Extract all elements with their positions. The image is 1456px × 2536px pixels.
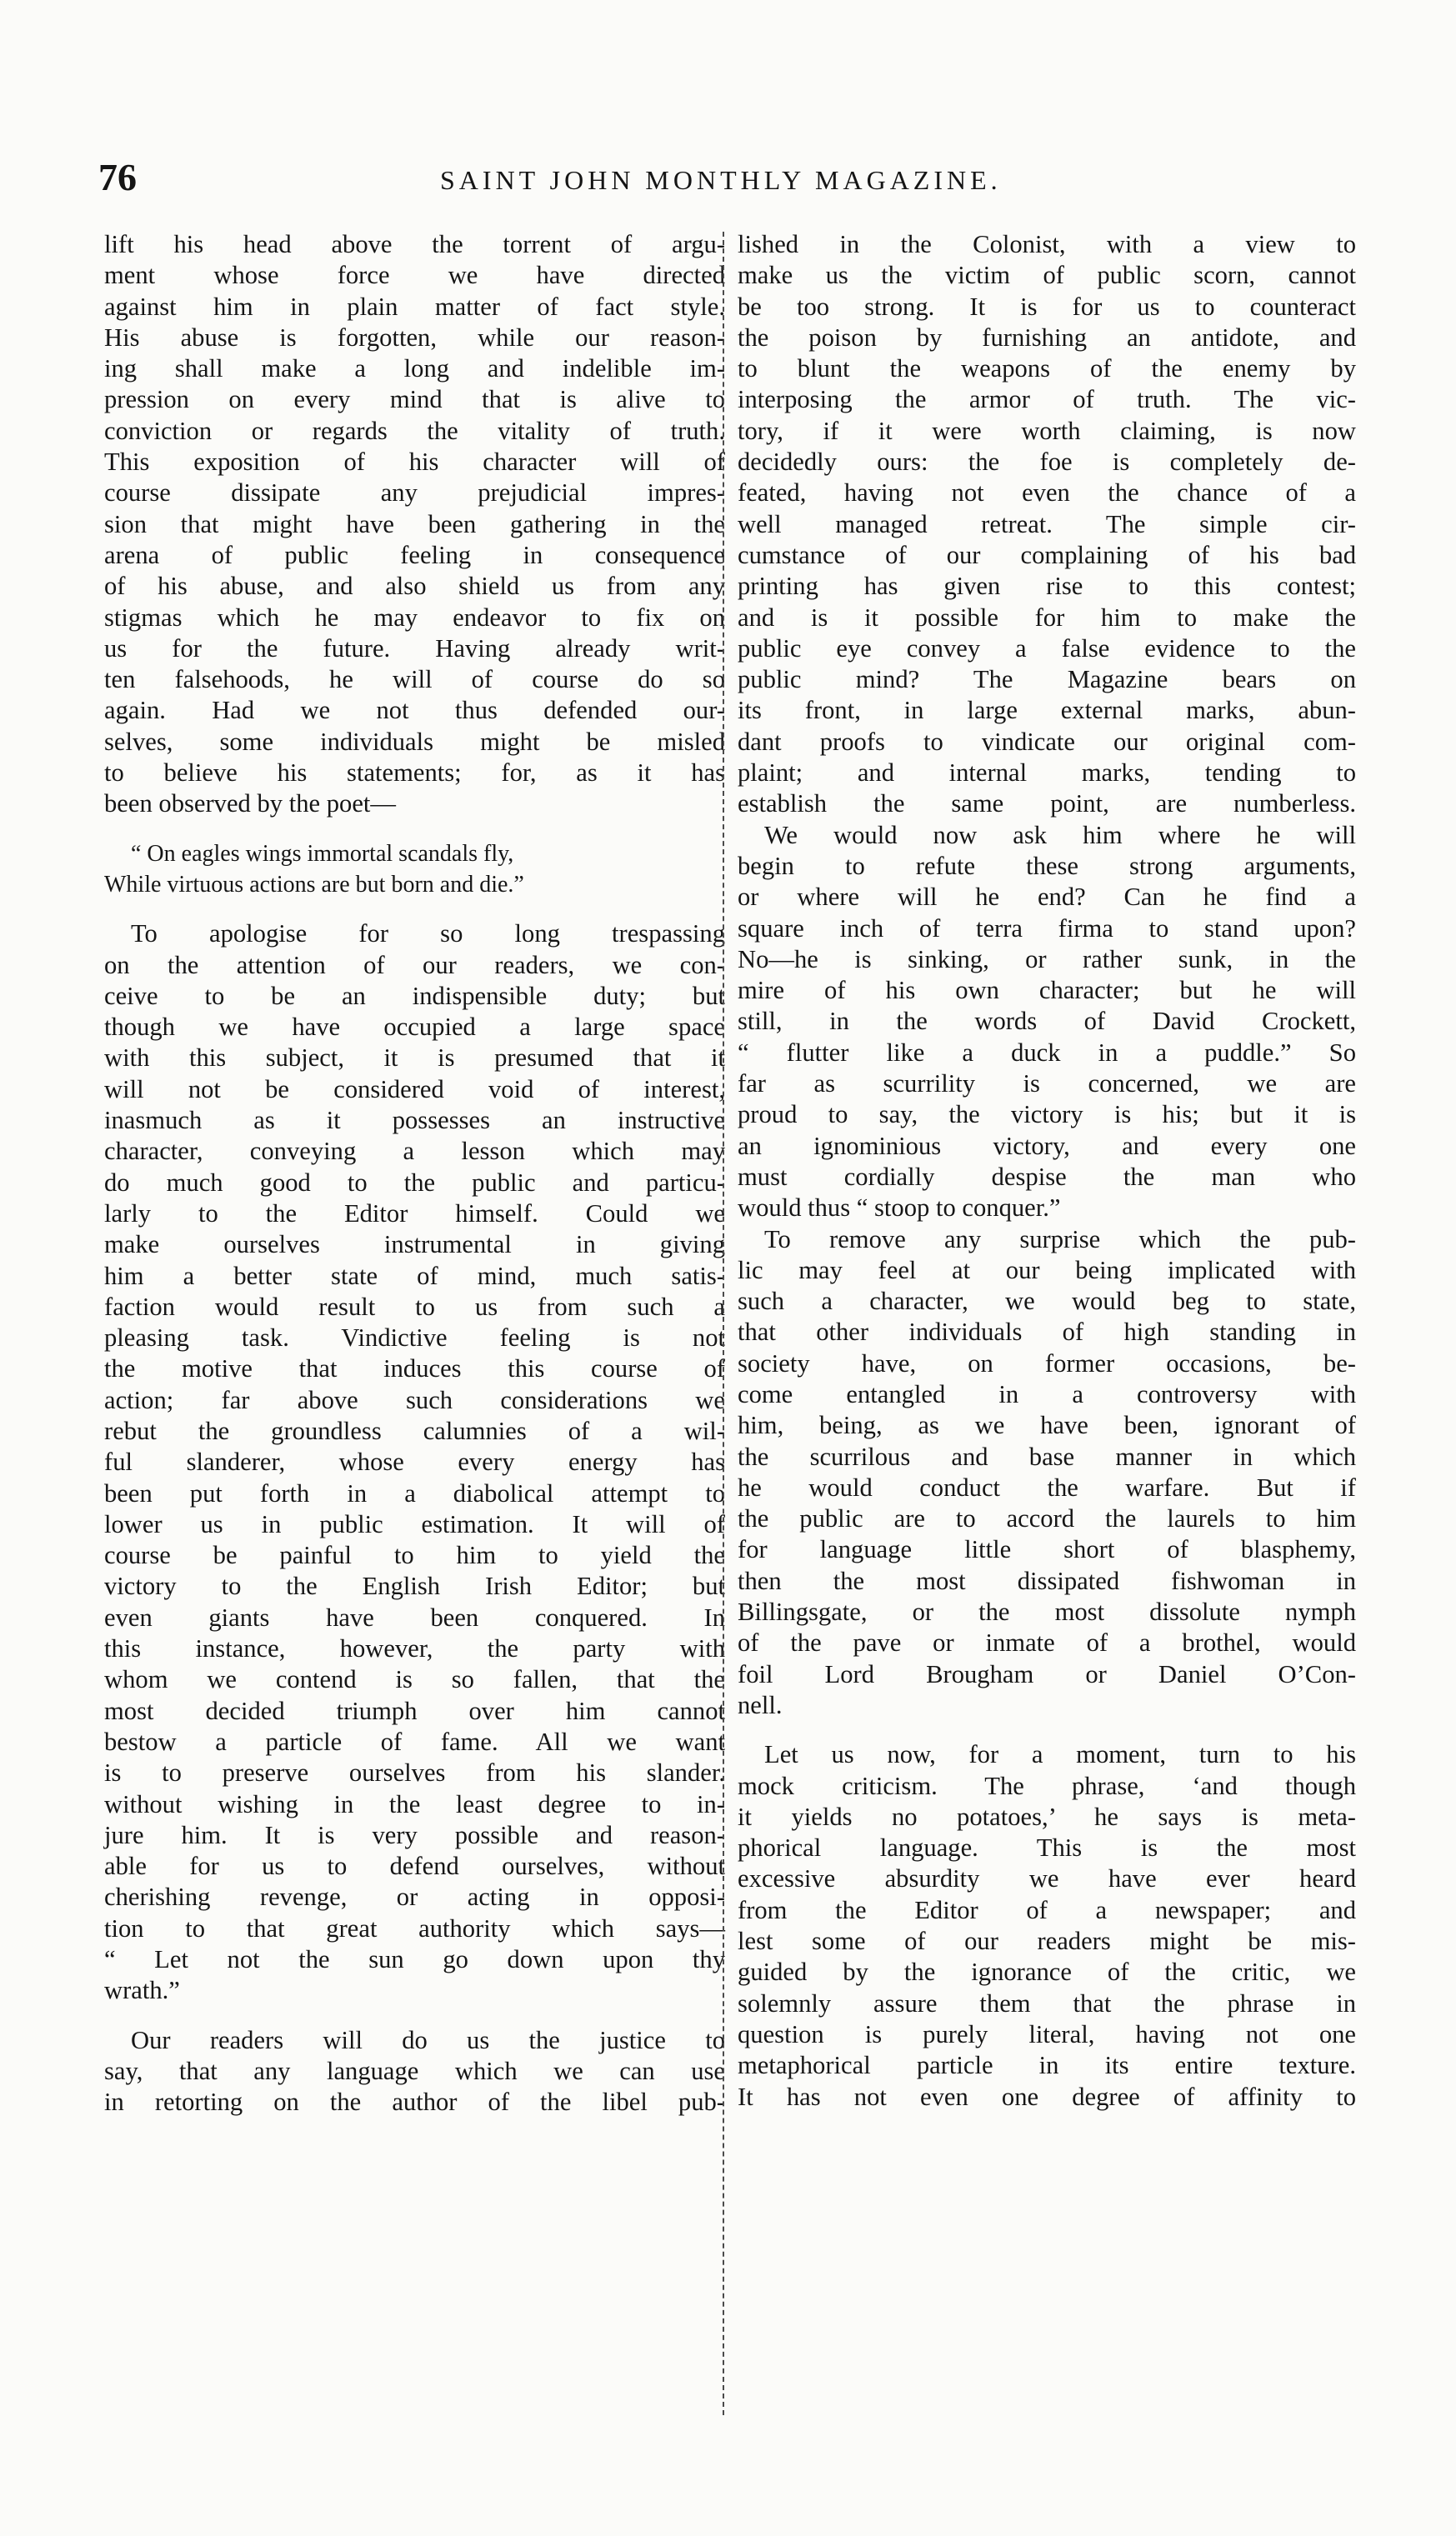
text-line: with this subject, it is presumed that it: [104, 1043, 725, 1073]
text-line: or where will he end? Can he find a: [738, 883, 1356, 912]
text-line: Billingsgate, or the most dissolute nymph: [738, 1598, 1356, 1627]
page-header: [98, 155, 1365, 205]
text-line: tion to that great authority which says—: [104, 1913, 725, 1943]
text-line: question is purely literal, having not one: [738, 2019, 1356, 2048]
text-line: His abuse is forgotten, while our reason-: [104, 323, 725, 352]
text-line: in retorting on the author of the libel pub-: [104, 2088, 725, 2117]
text-line: guided by the ignorance of the critic, we: [738, 1958, 1356, 1987]
text-line: printing has given rise to this contest;: [738, 572, 1356, 601]
text-line: society have, on former occasions, be-: [738, 1348, 1356, 1378]
text-line: ful slanderer, whose every energy has: [104, 1448, 725, 1477]
text-line: pression on every mind that is alive to: [104, 385, 725, 414]
text-line: then the most dissipated fishwoman in: [738, 1566, 1356, 1595]
text-line: ten falsehoods, he will of course do so: [104, 665, 725, 694]
text-line: metaphorical particle in its entire texture.: [738, 2051, 1356, 2080]
text-line: ceive to be an indispensible duty; but: [104, 981, 725, 1010]
text-line: plaint; and internal marks, tending to: [738, 758, 1356, 788]
text-line: excessive absurdity we have ever heard: [738, 1864, 1356, 1893]
text-line: lift his head above the torrent of argu-: [104, 230, 725, 258]
right-text-column: [738, 229, 1356, 2113]
text-line: victory to the English Irish Editor; but: [104, 1572, 725, 1601]
text-line: lower us in public estimation. It will of: [104, 1509, 725, 1538]
text-line: stigmas which he may endeavor to fix on: [104, 603, 725, 632]
text-line: from the Editor of a newspaper; and: [738, 1895, 1356, 1924]
column-divider: [723, 232, 724, 2415]
text-line: him a better state of mind, much satis-: [104, 1261, 725, 1290]
text-line: establish the same point, are numberless.: [738, 789, 1356, 818]
text-line: the motive that induces this course of: [104, 1354, 725, 1383]
left-text-column: [104, 229, 725, 2118]
text-line: again. Had we not thus defended our-: [104, 696, 725, 725]
text-line: still, in the words of David Crockett,: [738, 1007, 1356, 1036]
text-line: the public are to accord the laurels to him: [738, 1504, 1356, 1533]
text-line: arena of public feeling in consequence: [104, 540, 725, 569]
text-line: “ flutter like a duck in a puddle.” So: [738, 1038, 1356, 1067]
running-title: SAINT JOHN MONTHLY MAGAZINE.: [440, 165, 1002, 195]
text-line: most decided triumph over him cannot: [104, 1696, 725, 1725]
text-line: been observed by the poet—: [104, 789, 397, 818]
text-line: of the pave or inmate of a brothel, would: [738, 1628, 1356, 1658]
paragraph-gap: [738, 1721, 1356, 1739]
text-line: To apologise for so long trespassing: [131, 919, 725, 948]
paragraph-gap: [104, 900, 725, 918]
text-line: the poison by furnishing an antidote, and: [738, 323, 1356, 352]
text-line: It has not even one degree of affinity to: [738, 2082, 1356, 2111]
text-line: interposing the armor of truth. The vic-: [738, 385, 1356, 414]
text-line: make us the victim of public scorn, cannot: [738, 261, 1356, 290]
text-line: lest some of our readers might be mis-: [738, 1927, 1356, 1956]
text-line: “ On eagles wings immortal scandals fly,: [131, 840, 514, 867]
text-line: to blunt the weapons of the enemy by: [738, 354, 1356, 383]
text-line: that other individuals of high standing in: [738, 1318, 1356, 1347]
text-line: character, conveying a lesson which may: [104, 1137, 725, 1166]
text-line: us for the future. Having already writ-: [104, 633, 725, 663]
text-line: feated, having not even the chance of a: [738, 478, 1356, 508]
text-line: pleasing task. Vindictive feeling is not: [104, 1323, 725, 1353]
text-line: whom we contend is so fallen, that the: [104, 1665, 725, 1694]
text-line: even giants have been conquered. In: [104, 1603, 725, 1632]
text-line: public eye convey a false evidence to the: [738, 633, 1356, 663]
text-line: come entangled in a controversy with: [738, 1379, 1356, 1408]
text-line: well managed retreat. The simple cir-: [738, 509, 1356, 538]
text-line: of his abuse, and also shield us from any: [104, 572, 725, 601]
text-line: cumstance of our complaining of his bad: [738, 540, 1356, 569]
text-line: solemnly assure them that the phrase in: [738, 1988, 1356, 2018]
text-line: dant proofs to vindicate our original com-: [738, 727, 1356, 756]
text-line: “ Let not the sun go down upon thy: [104, 1945, 725, 1974]
text-line: rebut the groundless calumnies of a wil-: [104, 1416, 725, 1445]
text-line: decidedly ours: the foe is completely de-: [738, 448, 1356, 477]
text-line: phorical language. This is the most: [738, 1833, 1356, 1863]
text-line: wrath.”: [104, 1976, 180, 2005]
text-line: public mind? The Magazine bears on: [738, 665, 1356, 694]
text-line: this instance, however, the party with: [104, 1634, 725, 1663]
text-line: sion that might have been gathering in the: [104, 509, 725, 538]
text-line: lic may feel at our being implicated with: [738, 1255, 1356, 1284]
text-line: make ourselves instrumental in giving: [104, 1230, 725, 1259]
text-line: conviction or regards the vitality of truth.: [104, 416, 725, 445]
text-line: him, being, as we have been, ignorant of: [738, 1411, 1356, 1440]
paragraph-gap: [104, 820, 725, 838]
text-line: Let us now, for a moment, turn to his: [764, 1740, 1356, 1769]
text-line: larly to the Editor himself. Could we: [104, 1198, 725, 1228]
text-line: will not be considered void of interest,: [104, 1074, 725, 1103]
text-line: an ignominious victory, and every one: [738, 1131, 1356, 1160]
paragraph-gap: [104, 2007, 725, 2025]
text-line: square inch of terra firma to stand upon?: [738, 913, 1356, 943]
text-line: selves, some individuals might be misled: [104, 727, 725, 756]
text-line: against him in plain matter of fact style.: [104, 292, 725, 321]
text-line: do much good to the public and particu-: [104, 1168, 725, 1197]
text-line: cherishing revenge, or acting in opposi-: [104, 1883, 725, 1912]
text-line: must cordially despise the man who: [738, 1162, 1356, 1191]
text-line: inasmuch as it possesses an instructive: [104, 1106, 725, 1135]
text-line: While virtuous actions are but born and die.”: [104, 871, 524, 898]
text-line: able for us to defend ourselves, without: [104, 1852, 725, 1881]
text-line: its front, in large external marks, abun-: [738, 696, 1356, 725]
text-line: course dissipate any prejudicial impres-: [104, 478, 725, 508]
text-line: without wishing in the least degree to in-: [104, 1789, 725, 1818]
text-line: say, that any language which we can use: [104, 2056, 725, 2085]
text-line: Our readers will do us the justice to: [131, 2025, 725, 2054]
text-line: This exposition of his character will of: [104, 448, 725, 477]
text-line: be too strong. It is for us to counteract: [738, 292, 1356, 321]
text-line: though we have occupied a large space: [104, 1013, 725, 1042]
text-line: bestow a particle of fame. All we want: [104, 1727, 725, 1756]
text-line: tory, if it were worth claiming, is now: [738, 416, 1356, 445]
text-line: foil Lord Brougham or Daniel O’Con-: [738, 1659, 1356, 1688]
text-line: lished in the Colonist, with a view to: [738, 230, 1356, 258]
text-line: far as scurrility is concerned, we are: [738, 1069, 1356, 1098]
text-line: course be painful to him to yield the: [104, 1541, 725, 1570]
text-line: To remove any surprise which the pub-: [764, 1224, 1356, 1253]
text-line: and is it possible for him to make the: [738, 603, 1356, 632]
text-line: been put forth in a diabolical attempt to: [104, 1478, 725, 1508]
text-line: jure him. It is very possible and reason-: [104, 1820, 725, 1849]
text-line: such a character, we would beg to state,: [738, 1287, 1356, 1316]
page-number: 76: [98, 156, 137, 198]
text-line: for language little short of blasphemy,: [738, 1535, 1356, 1564]
text-line: ing shall make a long and indelible im-: [104, 354, 725, 383]
text-line: it yields no potatoes,’ he says is meta-: [738, 1802, 1356, 1831]
text-line: he would conduct the warfare. But if: [738, 1473, 1356, 1502]
text-line: mock criticism. The phrase, ‘and though: [738, 1771, 1356, 1800]
text-line: ment whose force we have directed: [104, 261, 725, 290]
text-line: We would now ask him where he will: [764, 820, 1356, 849]
text-line: action; far above such considerations we: [104, 1385, 725, 1414]
text-line: to believe his statements; for, as it has: [104, 758, 725, 788]
text-line: the scurrilous and base manner in which: [738, 1442, 1356, 1471]
text-line: nell.: [738, 1690, 783, 1719]
text-line: No—he is sinking, or rather sunk, in the: [738, 944, 1356, 973]
text-line: faction would result to us from such a: [104, 1292, 725, 1321]
text-line: would thus “ stoop to conquer.”: [738, 1193, 1061, 1223]
text-line: on the attention of our readers, we con-: [104, 950, 725, 979]
text-line: is to preserve ourselves from his slander.: [104, 1758, 725, 1788]
text-line: mire of his own character; but he will: [738, 976, 1356, 1005]
text-line: begin to refute these strong arguments,: [738, 851, 1356, 880]
text-line: proud to say, the victory is his; but it is: [738, 1100, 1356, 1129]
